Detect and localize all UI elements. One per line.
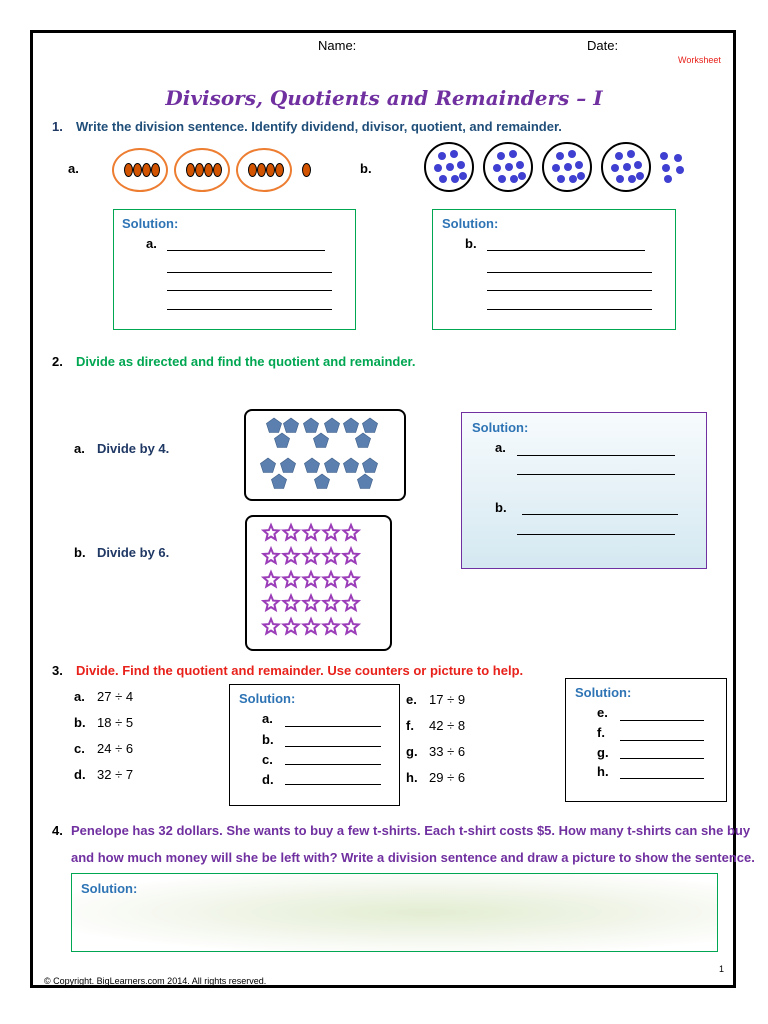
dot [516,161,524,169]
pentagon-set [246,411,404,499]
answer-line[interactable] [167,290,332,291]
dot [557,175,565,183]
star-box [245,515,392,651]
dot [564,163,572,171]
answer-line[interactable] [517,534,675,535]
q3-number: 3. [52,663,63,678]
answer-line[interactable] [167,272,332,273]
page-number: 1 [719,964,725,974]
sol-label-h: h. [597,764,609,779]
solution-label: Solution: [575,685,632,700]
bead [186,163,195,177]
leftover-dot [676,166,684,174]
leftover-dot [662,164,670,172]
star [283,549,298,564]
problem-label: b. [74,715,86,730]
sol-label-a: a. [262,711,273,726]
q1-part-a-label: a. [68,161,79,176]
page-title: Divisors, Quotients and Remainders – I [165,86,603,110]
problem-expression: 27 ÷ 4 [97,689,134,704]
sol-b-label: b. [495,500,507,515]
star [263,619,278,634]
star [303,525,318,540]
dot [623,163,631,171]
dot-group [424,142,474,192]
dot [493,164,501,172]
solution-label: Solution: [81,881,138,896]
q2-solution-box [461,412,707,569]
solution-label: Solution: [239,691,296,706]
star [323,549,338,564]
star [303,572,318,587]
q1-prompt: Write the division sentence. Identify dividend, divisor, quotient, and remainder. [76,119,562,134]
pentagon [266,418,281,433]
q4-number: 4. [52,823,63,838]
star [263,596,278,611]
dot [552,164,560,172]
dot [510,175,518,183]
pentagon [274,433,289,448]
bead [213,163,222,177]
q1b-dot-groups [420,140,700,200]
problem-expression: 29 ÷ 6 [429,770,466,785]
sol-b-label: b. [465,236,477,251]
answer-line[interactable] [167,250,325,251]
answer-line[interactable] [487,272,652,273]
q2b-text: Divide by 6. [97,545,170,560]
pentagon [355,433,370,448]
leftover-dot [660,152,668,160]
star [343,525,358,540]
dot [575,161,583,169]
dot [497,152,505,160]
star [343,572,358,587]
answer-line[interactable] [487,290,652,291]
dot [438,152,446,160]
solution-label: Solution: [442,216,499,231]
dot [628,175,636,183]
pentagon [304,458,319,473]
pentagon [314,474,329,489]
star [303,619,318,634]
answer-line[interactable] [620,740,704,741]
answer-line[interactable] [167,309,332,310]
dot [434,164,442,172]
name-label: Name: [318,38,357,53]
dot [616,175,624,183]
problem-expression: 17 ÷ 9 [429,692,466,707]
answer-line[interactable] [487,250,645,251]
bead-group [174,148,230,192]
dot [451,175,459,183]
bead-group [112,148,168,192]
dot [498,175,506,183]
q1a-bead-groups [112,146,322,194]
dot-group [601,142,651,192]
problem-label: d. [74,767,86,782]
q2b-label: b. [74,545,86,560]
problem-label: e. [406,692,417,707]
dot [569,175,577,183]
answer-line[interactable] [522,514,678,515]
star [343,549,358,564]
sol-label-g: g. [597,745,609,760]
problem-label: g. [406,744,418,759]
bead [151,163,160,177]
star [343,619,358,634]
dot [450,150,458,158]
dot [505,163,513,171]
sol-a-label: a. [146,236,157,251]
date-label: Date: [587,38,619,53]
pentagon [343,418,358,433]
answer-line[interactable] [285,784,381,785]
dot [439,175,447,183]
answer-line[interactable] [620,758,704,759]
answer-line[interactable] [285,726,381,727]
q2-prompt: Divide as directed and find the quotient and remainder. [76,354,416,369]
pentagon [357,474,372,489]
sol-label-d: d. [262,772,274,787]
dot [615,152,623,160]
dot [568,150,576,158]
answer-line[interactable] [285,746,381,747]
dot [518,172,526,180]
pentagon [271,474,286,489]
pentagon [343,458,358,473]
q4-solution-box[interactable] [71,873,718,952]
worksheet-tag: Worksheet [678,55,721,65]
q3-prompt: Divide. Find the quotient and remainder. Use counters or picture to help. [76,663,524,678]
star [323,619,338,634]
q1-solution-box-a [113,209,356,330]
problem-expression: 42 ÷ 8 [429,718,466,733]
dot [556,152,564,160]
problem-expression: 32 ÷ 7 [97,767,134,782]
star [283,525,298,540]
star [303,549,318,564]
bead [266,163,275,177]
bead [257,163,266,177]
pentagon [362,418,377,433]
problem-expression: 24 ÷ 6 [97,741,134,756]
answer-line[interactable] [517,455,675,456]
problem-expression: 33 ÷ 6 [429,744,466,759]
leftover-dot [664,175,672,183]
problem-expression: 18 ÷ 5 [97,715,134,730]
leftover-dot [674,154,682,162]
dot [627,150,635,158]
star [283,572,298,587]
star [343,596,358,611]
answer-line[interactable] [620,778,704,779]
bead [275,163,284,177]
q3-solution-box-right [565,678,727,802]
bead [248,163,257,177]
copyright: © Copyright. BigLearners.com 2014. All rights reserved. [44,976,267,986]
star [303,596,318,611]
sol-label-e: e. [597,705,608,720]
star [323,596,338,611]
q3-solution-box-left [229,684,400,806]
star [263,549,278,564]
dot [611,164,619,172]
star [263,525,278,540]
dot [457,161,465,169]
star [283,619,298,634]
pentagon [313,433,328,448]
solution-label: Solution: [122,216,179,231]
bead [133,163,142,177]
bead-group [236,148,292,192]
problem-label: f. [406,718,414,733]
dot-group [483,142,533,192]
q2a-text: Divide by 4. [97,441,170,456]
bead [204,163,213,177]
problem-label: c. [74,741,85,756]
problem-label: h. [406,770,418,785]
solution-label: Solution: [472,420,529,435]
dot [634,161,642,169]
dot [636,172,644,180]
q4-line2: and how much money will she be left with? Write a division sentence and draw a picture to show the sentence. [71,850,755,865]
problem-label: a. [74,689,85,704]
answer-line[interactable] [487,309,652,310]
sol-label-f: f. [597,725,605,740]
star [323,525,338,540]
q1-solution-box-b [432,209,676,330]
star-set [247,517,390,649]
pentagon [324,458,339,473]
dot-group [542,142,592,192]
leftover-bead [302,163,311,177]
dot [446,163,454,171]
dot [459,172,467,180]
bead [142,163,151,177]
star [263,572,278,587]
star [283,596,298,611]
pentagon-box [244,409,406,501]
sol-label-c: c. [262,752,273,767]
pentagon [280,458,295,473]
q1-part-b-label: b. [360,161,372,176]
star [323,572,338,587]
answer-line[interactable] [620,720,704,721]
answer-line[interactable] [285,764,381,765]
pentagon [362,458,377,473]
sol-label-b: b. [262,732,274,747]
bead [124,163,133,177]
bead [195,163,204,177]
pentagon [283,418,298,433]
pentagon [324,418,339,433]
q4-line1: Penelope has 32 dollars. She wants to buy a few t-shirts. Each t-shirt costs $5. How many t-shirts can she buy [71,823,751,838]
q1-number: 1. [52,119,63,134]
dot [577,172,585,180]
sol-a-label: a. [495,440,506,455]
pentagon [303,418,318,433]
q2a-label: a. [74,441,85,456]
answer-line[interactable] [517,474,675,475]
pentagon [260,458,275,473]
q2-number: 2. [52,354,63,369]
dot [509,150,517,158]
